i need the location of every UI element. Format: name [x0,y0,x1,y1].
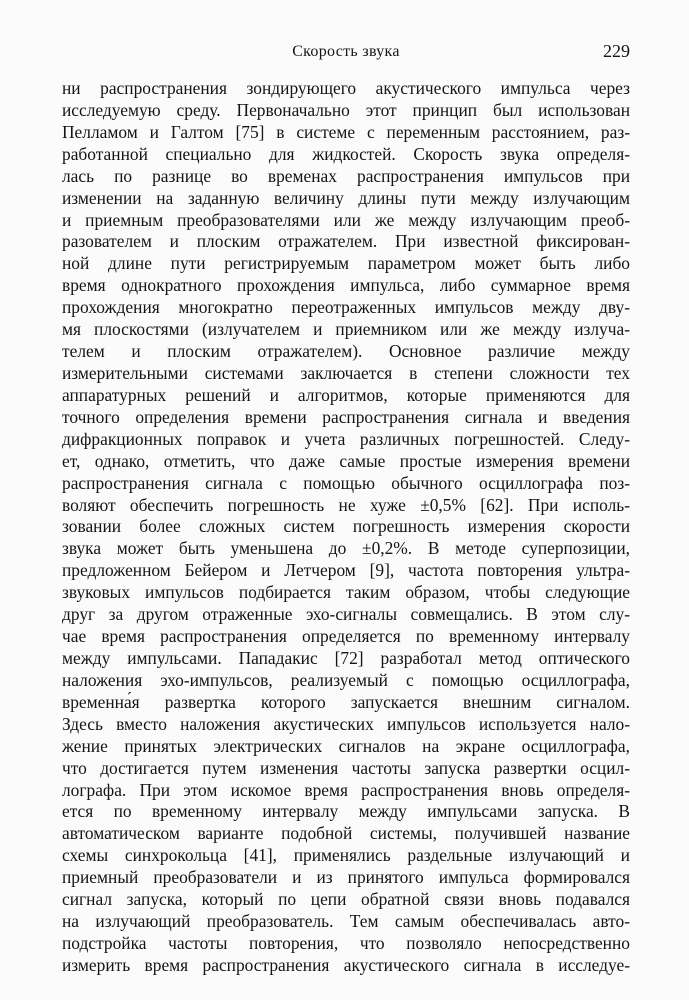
text-line: сигнал запуска, который по цепи обратной связи вновь подавался [62,889,630,910]
text-line: аппаратурных решений и алгоритмов, которые применяются для [62,384,630,405]
text-line: чае время распространения определяется по временному интервалу [62,626,630,647]
text-line: работанной специально для жидкостей. Скорость звука определя- [62,143,630,164]
text-line: время однократного прохождения импульса, либо суммарное время [62,275,630,296]
text-line: изменении на заданную величину длины пути между излучающим [62,187,630,208]
text-line: мя плоскостями (излучателем и приемником или же между излуча- [62,319,630,340]
text-line: разователем и плоским отражателем. При известной фиксирован- [62,231,630,252]
text-line: схемы синхрокольца [41], применялись раздельные излучающий и [62,845,630,866]
text-line: что достигается путем изменения частоты запуска развертки осцил- [62,757,630,778]
text-line: Пелламом и Галтом [75] в системе с переменным расстоянием, раз- [62,121,630,142]
text-line: ется по временному интервалу между импульсами запуска. В [62,801,630,822]
text-line: исследуемую среду. Первоначально этот принцип был использован [62,99,630,120]
running-head [62,41,630,65]
text-line: точного определения времени распространения сигнала и введения [62,406,630,427]
text-line: предложенном Бейером и Летчером [9], частота повторения ультра- [62,560,630,581]
text-line: автоматическом варианте подобной системы, получившей название [62,823,630,844]
text-line: звука может быть уменьшена до ±0,2%. В методе суперпозиции, [62,538,630,559]
text-line: и приемным преобразователями или же между излучающим преоб- [62,209,630,230]
text-line: ни распространения зондирующего акустического импульса через [62,78,630,98]
text-line: ет, однако, отметить, что даже самые простые измерения времени [62,450,630,471]
running-title: Скорость звука [292,43,400,60]
text-line: временна́я развертка которого запускается внешним сигналом. [62,691,630,712]
text-line: на излучающий преобразователь. Тем самым обеспечивалась авто- [62,911,630,932]
body-text [62,78,630,977]
text-line: друг за другом отраженные эхо-сигналы совмещались. В этом слу- [62,604,630,625]
text-line: воляют обеспечить погрешность не хуже ±0,5% [62]. При исполь- [62,494,630,515]
text-line: наложения эхо-импульсов, реализуемый с помощью осциллографа, [62,669,630,690]
text-line: ной длине пути регистрируемым параметром может быть либо [62,253,630,274]
page-number: 229 [603,41,630,61]
text-line: звуковых импульсов подбирается таким образом, чтобы следующие [62,582,630,603]
text-line: жение принятых электрических сигналов на экране осциллографа, [62,735,630,756]
text-line: дифракционных поправок и учета различных погрешностей. Следу- [62,428,630,449]
text-line: приемный преобразователи и из принятого импульса формировался [62,867,630,888]
text-line: измерительными системами заключается в степени сложности тех [62,362,630,383]
text-line: лографа. При этом искомое время распространения вновь определя- [62,779,630,800]
text-line: подстройка частоты повторения, что позволяло непосредственно [62,932,630,953]
text-line: распространения сигнала с помощью обычного осциллографа поз- [62,472,630,493]
text-line: Здесь вместо наложения акустических импульсов используется нало- [62,713,630,734]
text-line: зовании более сложных систем погрешность измерения скорости [62,516,630,537]
text-line: телем и плоским отражателем). Основное различие между [62,341,630,362]
text-line: лась по разнице во временах распространения импульсов при [62,165,630,186]
text-line: измерить время распространения акустического сигнала в исследуе- [62,954,630,975]
text-line: между импульсами. Пападакис [72] разработал метод оптического [62,647,630,668]
text-line: прохождения многократно переотраженных импульсов между дву- [62,297,630,318]
